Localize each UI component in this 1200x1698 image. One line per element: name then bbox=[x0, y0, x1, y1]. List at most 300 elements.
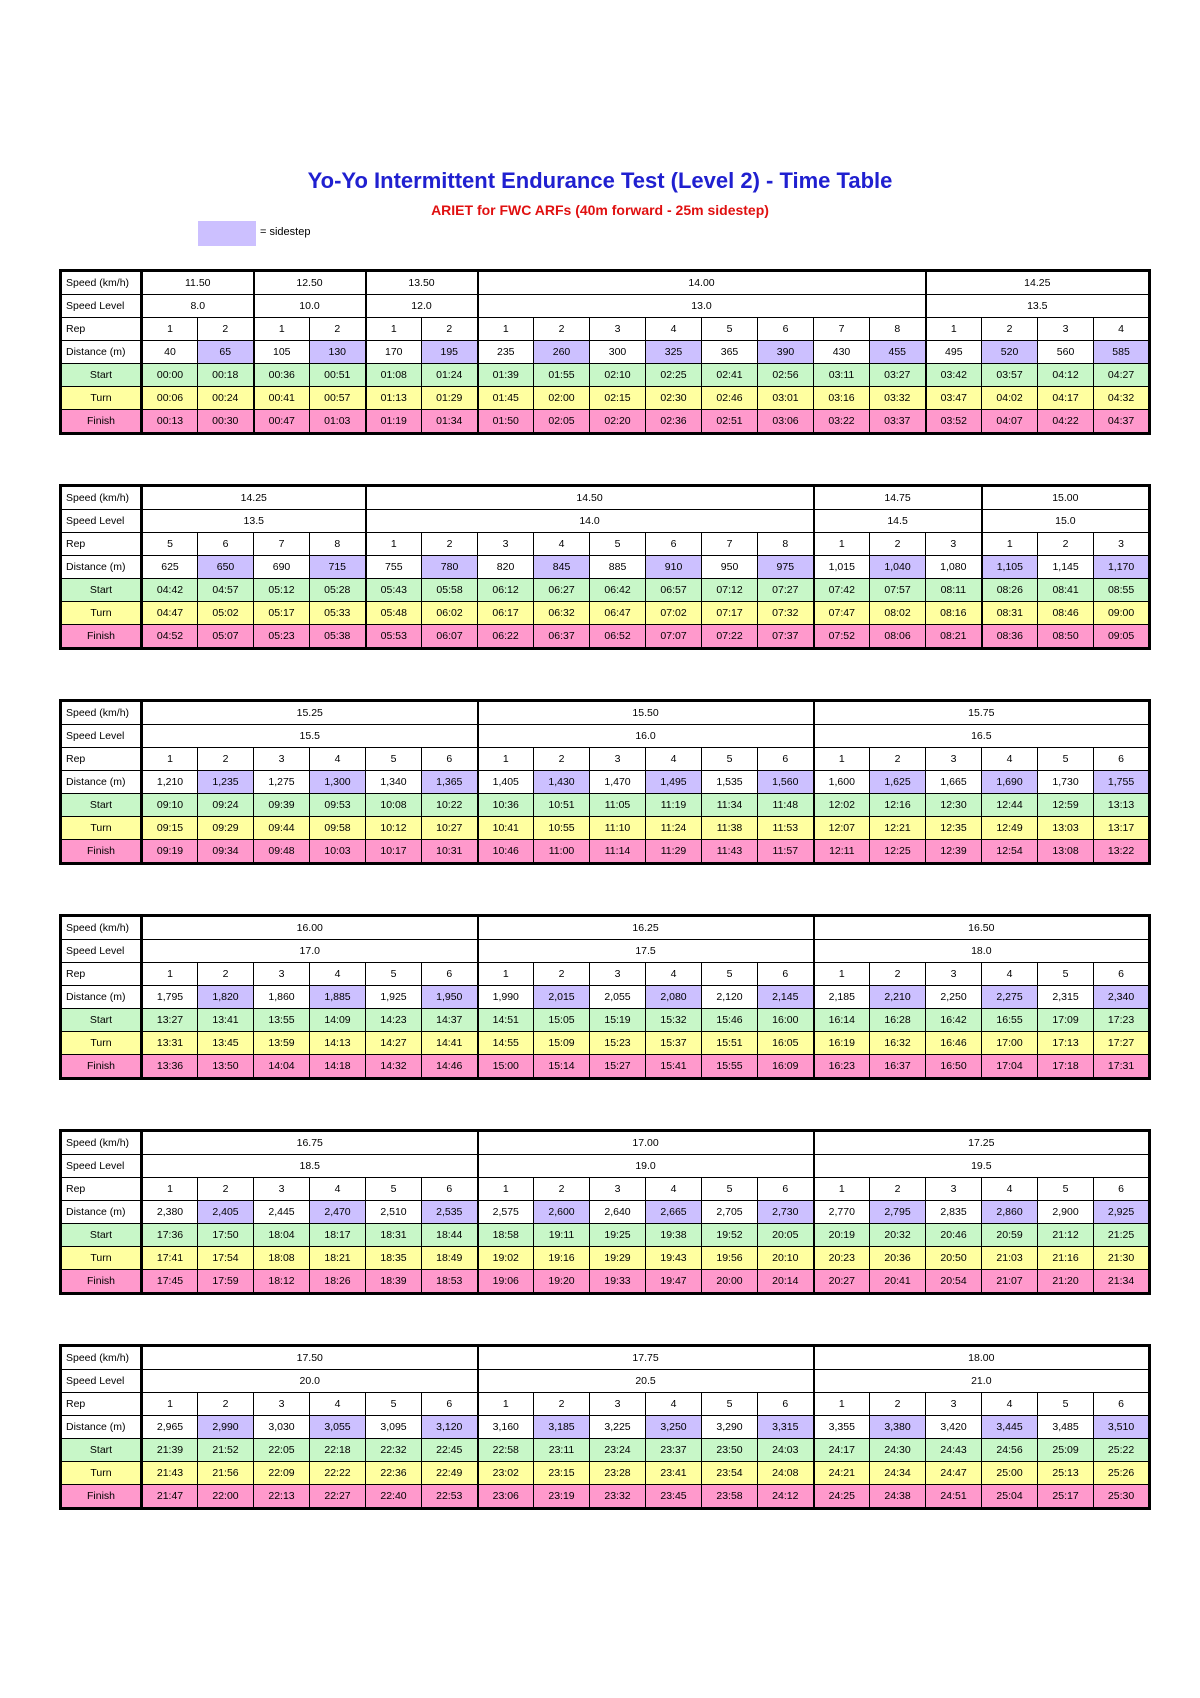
distance-cell: 1,885 bbox=[310, 986, 366, 1009]
rep-cell: 5 bbox=[702, 318, 758, 341]
distance-cell: 1,040 bbox=[870, 556, 926, 579]
finish-cell: 07:07 bbox=[646, 625, 702, 649]
start-cell: 09:39 bbox=[254, 794, 310, 817]
finish-cell: 16:50 bbox=[926, 1055, 982, 1079]
distance-cell: 3,225 bbox=[590, 1416, 646, 1439]
finish-label: Finish bbox=[61, 1055, 142, 1079]
turn-cell: 24:21 bbox=[814, 1462, 870, 1485]
turn-cell: 04:47 bbox=[142, 602, 198, 625]
turn-cell: 05:17 bbox=[254, 602, 310, 625]
speed-level-value: 18.5 bbox=[142, 1155, 478, 1178]
start-cell: 19:52 bbox=[702, 1224, 758, 1247]
rep-cell: 3 bbox=[926, 748, 982, 771]
start-cell: 16:14 bbox=[814, 1009, 870, 1032]
rep-cell: 3 bbox=[254, 1393, 310, 1416]
turn-cell: 15:51 bbox=[702, 1032, 758, 1055]
distance-cell: 1,405 bbox=[478, 771, 534, 794]
speed-row bbox=[61, 1131, 1150, 1155]
distance-cell: 2,470 bbox=[310, 1201, 366, 1224]
start-cell: 06:27 bbox=[534, 579, 590, 602]
turn-cell: 22:49 bbox=[422, 1462, 478, 1485]
distance-cell: 1,210 bbox=[142, 771, 198, 794]
finish-cell: 14:04 bbox=[254, 1055, 310, 1079]
turn-cell: 15:23 bbox=[590, 1032, 646, 1055]
rep-cell: 5 bbox=[1038, 963, 1094, 986]
finish-cell: 04:07 bbox=[982, 410, 1038, 434]
speed-level-value: 16.5 bbox=[814, 725, 1150, 748]
finish-cell: 09:34 bbox=[198, 840, 254, 864]
distance-cell: 195 bbox=[422, 341, 478, 364]
finish-row bbox=[61, 840, 1150, 864]
speed-level-value: 20.5 bbox=[478, 1370, 814, 1393]
rep-cell: 1 bbox=[254, 318, 310, 341]
start-cell: 17:36 bbox=[142, 1224, 198, 1247]
turn-cell: 23:02 bbox=[478, 1462, 534, 1485]
rep-cell: 6 bbox=[1094, 748, 1150, 771]
distance-cell: 105 bbox=[254, 341, 310, 364]
start-cell: 17:09 bbox=[1038, 1009, 1094, 1032]
finish-cell: 11:00 bbox=[534, 840, 590, 864]
rep-cell: 1 bbox=[142, 318, 198, 341]
distance-row bbox=[61, 771, 1150, 794]
rep-cell: 2 bbox=[870, 748, 926, 771]
finish-cell: 24:51 bbox=[926, 1485, 982, 1509]
rep-cell: 1 bbox=[142, 748, 198, 771]
turn-cell: 15:37 bbox=[646, 1032, 702, 1055]
turn-cell: 12:07 bbox=[814, 817, 870, 840]
speed-level-label: Speed Level bbox=[61, 1155, 142, 1178]
distance-cell: 1,690 bbox=[982, 771, 1038, 794]
distance-cell: 65 bbox=[198, 341, 254, 364]
rep-cell: 7 bbox=[254, 533, 310, 556]
rep-cell: 4 bbox=[1094, 318, 1150, 341]
start-cell: 22:32 bbox=[366, 1439, 422, 1462]
rep-cell: 1 bbox=[478, 318, 534, 341]
rep-row bbox=[61, 1178, 1150, 1201]
turn-cell: 21:43 bbox=[142, 1462, 198, 1485]
rep-cell: 6 bbox=[422, 748, 478, 771]
start-cell: 15:46 bbox=[702, 1009, 758, 1032]
start-cell: 18:58 bbox=[478, 1224, 534, 1247]
rep-cell: 4 bbox=[646, 318, 702, 341]
start-cell: 06:12 bbox=[478, 579, 534, 602]
turn-cell: 23:41 bbox=[646, 1462, 702, 1485]
finish-cell: 04:52 bbox=[142, 625, 198, 649]
turn-cell: 08:16 bbox=[926, 602, 982, 625]
distance-cell: 1,950 bbox=[422, 986, 478, 1009]
start-cell: 01:39 bbox=[478, 364, 534, 387]
distance-cell: 1,860 bbox=[254, 986, 310, 1009]
start-cell: 20:19 bbox=[814, 1224, 870, 1247]
finish-cell: 08:50 bbox=[1038, 625, 1094, 649]
finish-cell: 20:14 bbox=[758, 1270, 814, 1294]
rep-cell: 5 bbox=[702, 748, 758, 771]
start-cell: 05:58 bbox=[422, 579, 478, 602]
turn-cell: 08:31 bbox=[982, 602, 1038, 625]
start-cell: 16:00 bbox=[758, 1009, 814, 1032]
speed-row bbox=[61, 486, 1150, 510]
distance-cell: 390 bbox=[758, 341, 814, 364]
speed-level-value: 17.0 bbox=[142, 940, 478, 963]
turn-row bbox=[61, 817, 1150, 840]
distance-cell: 2,640 bbox=[590, 1201, 646, 1224]
rep-cell: 1 bbox=[814, 1178, 870, 1201]
finish-cell: 03:52 bbox=[926, 410, 982, 434]
rep-cell: 1 bbox=[926, 318, 982, 341]
finish-cell: 22:27 bbox=[310, 1485, 366, 1509]
start-cell: 23:37 bbox=[646, 1439, 702, 1462]
rep-cell: 3 bbox=[590, 963, 646, 986]
finish-cell: 24:38 bbox=[870, 1485, 926, 1509]
turn-cell: 21:03 bbox=[982, 1247, 1038, 1270]
distance-cell: 3,290 bbox=[702, 1416, 758, 1439]
speed-level-label: Speed Level bbox=[61, 510, 142, 533]
start-cell: 15:19 bbox=[590, 1009, 646, 1032]
start-cell: 09:53 bbox=[310, 794, 366, 817]
speed-level-value: 12.0 bbox=[366, 295, 478, 318]
speed-level-label: Speed Level bbox=[61, 940, 142, 963]
start-cell: 18:31 bbox=[366, 1224, 422, 1247]
turn-cell: 23:28 bbox=[590, 1462, 646, 1485]
speed-level-row bbox=[61, 1370, 1150, 1393]
start-cell: 02:56 bbox=[758, 364, 814, 387]
turn-cell: 19:29 bbox=[590, 1247, 646, 1270]
turn-cell: 18:08 bbox=[254, 1247, 310, 1270]
finish-cell: 25:17 bbox=[1038, 1485, 1094, 1509]
rep-cell: 8 bbox=[310, 533, 366, 556]
turn-cell: 19:56 bbox=[702, 1247, 758, 1270]
turn-cell: 18:35 bbox=[366, 1247, 422, 1270]
distance-cell: 1,535 bbox=[702, 771, 758, 794]
turn-cell: 07:32 bbox=[758, 602, 814, 625]
turn-cell: 12:21 bbox=[870, 817, 926, 840]
start-cell: 18:17 bbox=[310, 1224, 366, 1247]
speed-level-value: 14.5 bbox=[814, 510, 982, 533]
turn-cell: 00:57 bbox=[310, 387, 366, 410]
start-cell: 03:11 bbox=[814, 364, 870, 387]
start-cell: 22:45 bbox=[422, 1439, 478, 1462]
speed-row bbox=[61, 701, 1150, 725]
distance-cell: 2,705 bbox=[702, 1201, 758, 1224]
rep-cell: 2 bbox=[534, 318, 590, 341]
finish-cell: 24:25 bbox=[814, 1485, 870, 1509]
speed-label: Speed (km/h) bbox=[61, 1346, 142, 1370]
start-cell: 13:55 bbox=[254, 1009, 310, 1032]
finish-cell: 23:19 bbox=[534, 1485, 590, 1509]
rep-cell: 1 bbox=[142, 1178, 198, 1201]
start-label: Start bbox=[61, 1439, 142, 1462]
turn-cell: 22:09 bbox=[254, 1462, 310, 1485]
speed-level-value: 8.0 bbox=[142, 295, 254, 318]
rep-cell: 6 bbox=[1094, 1393, 1150, 1416]
start-cell: 07:57 bbox=[870, 579, 926, 602]
speed-value: 17.25 bbox=[814, 1131, 1150, 1155]
finish-cell: 15:14 bbox=[534, 1055, 590, 1079]
finish-cell: 20:54 bbox=[926, 1270, 982, 1294]
speed-level-value: 20.0 bbox=[142, 1370, 478, 1393]
distance-cell: 2,665 bbox=[646, 1201, 702, 1224]
rep-cell: 1 bbox=[366, 318, 422, 341]
start-cell: 20:05 bbox=[758, 1224, 814, 1247]
finish-cell: 06:52 bbox=[590, 625, 646, 649]
finish-cell: 19:33 bbox=[590, 1270, 646, 1294]
finish-label: Finish bbox=[61, 410, 142, 434]
speed-value: 15.75 bbox=[814, 701, 1150, 725]
turn-cell: 23:54 bbox=[702, 1462, 758, 1485]
rep-cell: 2 bbox=[198, 1178, 254, 1201]
distance-cell: 625 bbox=[142, 556, 198, 579]
start-cell: 10:22 bbox=[422, 794, 478, 817]
start-cell: 16:55 bbox=[982, 1009, 1038, 1032]
turn-cell: 20:23 bbox=[814, 1247, 870, 1270]
speed-value: 15.25 bbox=[142, 701, 478, 725]
speed-label: Speed (km/h) bbox=[61, 486, 142, 510]
finish-cell: 21:47 bbox=[142, 1485, 198, 1509]
speed-level-value: 14.0 bbox=[366, 510, 814, 533]
start-cell: 13:13 bbox=[1094, 794, 1150, 817]
rep-row bbox=[61, 533, 1150, 556]
speed-value: 11.50 bbox=[142, 271, 254, 295]
finish-cell: 22:53 bbox=[422, 1485, 478, 1509]
rep-cell: 2 bbox=[1038, 533, 1094, 556]
rep-cell: 3 bbox=[478, 533, 534, 556]
rep-cell: 6 bbox=[422, 1178, 478, 1201]
turn-cell: 18:49 bbox=[422, 1247, 478, 1270]
finish-cell: 13:36 bbox=[142, 1055, 198, 1079]
rep-cell: 6 bbox=[422, 1393, 478, 1416]
speed-value: 16.50 bbox=[814, 916, 1150, 940]
finish-row bbox=[61, 1270, 1150, 1294]
turn-cell: 13:17 bbox=[1094, 817, 1150, 840]
start-label: Start bbox=[61, 364, 142, 387]
distance-cell: 3,355 bbox=[814, 1416, 870, 1439]
turn-row bbox=[61, 1247, 1150, 1270]
turn-cell: 09:44 bbox=[254, 817, 310, 840]
turn-cell: 07:47 bbox=[814, 602, 870, 625]
distance-cell: 3,185 bbox=[534, 1416, 590, 1439]
rep-cell: 2 bbox=[198, 318, 254, 341]
turn-cell: 19:43 bbox=[646, 1247, 702, 1270]
rep-label: Rep bbox=[61, 1178, 142, 1201]
rep-cell: 2 bbox=[422, 533, 478, 556]
distance-row bbox=[61, 341, 1150, 364]
sidestep-legend-label: = sidestep bbox=[260, 226, 311, 238]
turn-cell: 17:13 bbox=[1038, 1032, 1094, 1055]
turn-cell: 08:02 bbox=[870, 602, 926, 625]
finish-cell: 11:14 bbox=[590, 840, 646, 864]
turn-cell: 19:16 bbox=[534, 1247, 590, 1270]
finish-cell: 06:22 bbox=[478, 625, 534, 649]
turn-cell: 22:22 bbox=[310, 1462, 366, 1485]
start-cell: 21:12 bbox=[1038, 1224, 1094, 1247]
distance-cell: 2,055 bbox=[590, 986, 646, 1009]
start-cell: 19:11 bbox=[534, 1224, 590, 1247]
finish-cell: 13:22 bbox=[1094, 840, 1150, 864]
start-cell: 25:09 bbox=[1038, 1439, 1094, 1462]
finish-cell: 19:20 bbox=[534, 1270, 590, 1294]
turn-cell: 04:02 bbox=[982, 387, 1038, 410]
turn-cell: 06:32 bbox=[534, 602, 590, 625]
speed-value: 14.75 bbox=[814, 486, 982, 510]
turn-cell: 06:47 bbox=[590, 602, 646, 625]
start-cell: 01:24 bbox=[422, 364, 478, 387]
distance-cell: 1,495 bbox=[646, 771, 702, 794]
finish-cell: 12:54 bbox=[982, 840, 1038, 864]
turn-label: Turn bbox=[61, 1462, 142, 1485]
finish-cell: 14:32 bbox=[366, 1055, 422, 1079]
turn-cell: 06:17 bbox=[478, 602, 534, 625]
rep-cell: 4 bbox=[982, 1178, 1038, 1201]
turn-cell: 18:21 bbox=[310, 1247, 366, 1270]
speed-level-value: 15.5 bbox=[142, 725, 478, 748]
turn-cell: 05:48 bbox=[366, 602, 422, 625]
start-cell: 06:42 bbox=[590, 579, 646, 602]
speed-value: 16.00 bbox=[142, 916, 478, 940]
distance-cell: 2,990 bbox=[198, 1416, 254, 1439]
rep-cell: 7 bbox=[814, 318, 870, 341]
distance-cell: 40 bbox=[142, 341, 198, 364]
rep-label: Rep bbox=[61, 963, 142, 986]
finish-cell: 16:09 bbox=[758, 1055, 814, 1079]
turn-cell: 10:27 bbox=[422, 817, 478, 840]
finish-cell: 15:00 bbox=[478, 1055, 534, 1079]
finish-cell: 15:41 bbox=[646, 1055, 702, 1079]
distance-cell: 1,430 bbox=[534, 771, 590, 794]
start-cell: 04:12 bbox=[1038, 364, 1094, 387]
start-cell: 16:42 bbox=[926, 1009, 982, 1032]
distance-cell: 560 bbox=[1038, 341, 1094, 364]
turn-cell: 09:58 bbox=[310, 817, 366, 840]
speed-level-value: 21.0 bbox=[814, 1370, 1150, 1393]
rep-cell: 8 bbox=[870, 318, 926, 341]
speed-level-value: 19.0 bbox=[478, 1155, 814, 1178]
turn-cell: 02:00 bbox=[534, 387, 590, 410]
rep-cell: 4 bbox=[310, 1178, 366, 1201]
rep-cell: 6 bbox=[198, 533, 254, 556]
distance-cell: 455 bbox=[870, 341, 926, 364]
turn-label: Turn bbox=[61, 1032, 142, 1055]
turn-cell: 16:46 bbox=[926, 1032, 982, 1055]
finish-cell: 14:46 bbox=[422, 1055, 478, 1079]
finish-cell: 11:29 bbox=[646, 840, 702, 864]
turn-cell: 13:31 bbox=[142, 1032, 198, 1055]
rep-cell: 6 bbox=[646, 533, 702, 556]
turn-cell: 20:50 bbox=[926, 1247, 982, 1270]
distance-cell: 2,860 bbox=[982, 1201, 1038, 1224]
rep-cell: 4 bbox=[646, 963, 702, 986]
distance-cell: 2,120 bbox=[702, 986, 758, 1009]
start-cell: 10:51 bbox=[534, 794, 590, 817]
turn-cell: 01:13 bbox=[366, 387, 422, 410]
distance-cell: 2,145 bbox=[758, 986, 814, 1009]
start-cell: 18:04 bbox=[254, 1224, 310, 1247]
turn-cell: 04:32 bbox=[1094, 387, 1150, 410]
speed-value: 16.25 bbox=[478, 916, 814, 940]
distance-cell: 2,510 bbox=[366, 1201, 422, 1224]
speed-level-label: Speed Level bbox=[61, 295, 142, 318]
rep-cell: 3 bbox=[590, 1178, 646, 1201]
distance-cell: 845 bbox=[534, 556, 590, 579]
start-cell: 08:41 bbox=[1038, 579, 1094, 602]
distance-cell: 2,380 bbox=[142, 1201, 198, 1224]
turn-cell: 07:17 bbox=[702, 602, 758, 625]
turn-cell: 09:15 bbox=[142, 817, 198, 840]
distance-cell: 2,965 bbox=[142, 1416, 198, 1439]
start-cell: 11:05 bbox=[590, 794, 646, 817]
finish-cell: 17:59 bbox=[198, 1270, 254, 1294]
turn-cell: 23:15 bbox=[534, 1462, 590, 1485]
turn-cell: 19:02 bbox=[478, 1247, 534, 1270]
turn-cell: 25:00 bbox=[982, 1462, 1038, 1485]
turn-row bbox=[61, 602, 1150, 625]
distance-row bbox=[61, 556, 1150, 579]
start-cell: 25:22 bbox=[1094, 1439, 1150, 1462]
finish-cell: 21:34 bbox=[1094, 1270, 1150, 1294]
distance-cell: 715 bbox=[310, 556, 366, 579]
distance-cell: 910 bbox=[646, 556, 702, 579]
distance-cell: 130 bbox=[310, 341, 366, 364]
turn-cell: 17:54 bbox=[198, 1247, 254, 1270]
turn-cell: 13:45 bbox=[198, 1032, 254, 1055]
rep-cell: 3 bbox=[926, 1393, 982, 1416]
turn-cell: 25:26 bbox=[1094, 1462, 1150, 1485]
distance-cell: 1,300 bbox=[310, 771, 366, 794]
distance-cell: 755 bbox=[366, 556, 422, 579]
finish-cell: 06:37 bbox=[534, 625, 590, 649]
finish-cell: 00:30 bbox=[198, 410, 254, 434]
rep-cell: 1 bbox=[478, 748, 534, 771]
turn-cell: 02:30 bbox=[646, 387, 702, 410]
start-cell: 05:12 bbox=[254, 579, 310, 602]
rep-cell: 5 bbox=[366, 1393, 422, 1416]
turn-cell: 12:49 bbox=[982, 817, 1038, 840]
speed-value: 17.00 bbox=[478, 1131, 814, 1155]
start-cell: 22:18 bbox=[310, 1439, 366, 1462]
distance-label: Distance (m) bbox=[61, 1416, 142, 1439]
finish-cell: 01:19 bbox=[366, 410, 422, 434]
distance-label: Distance (m) bbox=[61, 771, 142, 794]
distance-cell: 260 bbox=[534, 341, 590, 364]
rep-cell: 3 bbox=[926, 1178, 982, 1201]
rep-cell: 6 bbox=[758, 1178, 814, 1201]
finish-cell: 22:40 bbox=[366, 1485, 422, 1509]
distance-cell: 1,820 bbox=[198, 986, 254, 1009]
turn-cell: 17:41 bbox=[142, 1247, 198, 1270]
distance-cell: 950 bbox=[702, 556, 758, 579]
speed-level-row bbox=[61, 940, 1150, 963]
rep-cell: 7 bbox=[702, 533, 758, 556]
rep-cell: 4 bbox=[310, 963, 366, 986]
distance-cell: 2,315 bbox=[1038, 986, 1094, 1009]
finish-cell: 23:06 bbox=[478, 1485, 534, 1509]
start-cell: 00:18 bbox=[198, 364, 254, 387]
start-cell: 02:41 bbox=[702, 364, 758, 387]
distance-cell: 2,535 bbox=[422, 1201, 478, 1224]
speed-value: 17.50 bbox=[142, 1346, 478, 1370]
turn-cell: 00:24 bbox=[198, 387, 254, 410]
speed-value: 14.25 bbox=[142, 486, 366, 510]
start-cell: 24:30 bbox=[870, 1439, 926, 1462]
rep-cell: 6 bbox=[758, 963, 814, 986]
finish-cell: 13:50 bbox=[198, 1055, 254, 1079]
finish-cell: 21:07 bbox=[982, 1270, 1038, 1294]
time-table-1 bbox=[59, 269, 1151, 435]
start-cell: 14:23 bbox=[366, 1009, 422, 1032]
start-cell: 17:23 bbox=[1094, 1009, 1150, 1032]
finish-row bbox=[61, 1485, 1150, 1509]
finish-label: Finish bbox=[61, 840, 142, 864]
turn-cell: 08:46 bbox=[1038, 602, 1094, 625]
